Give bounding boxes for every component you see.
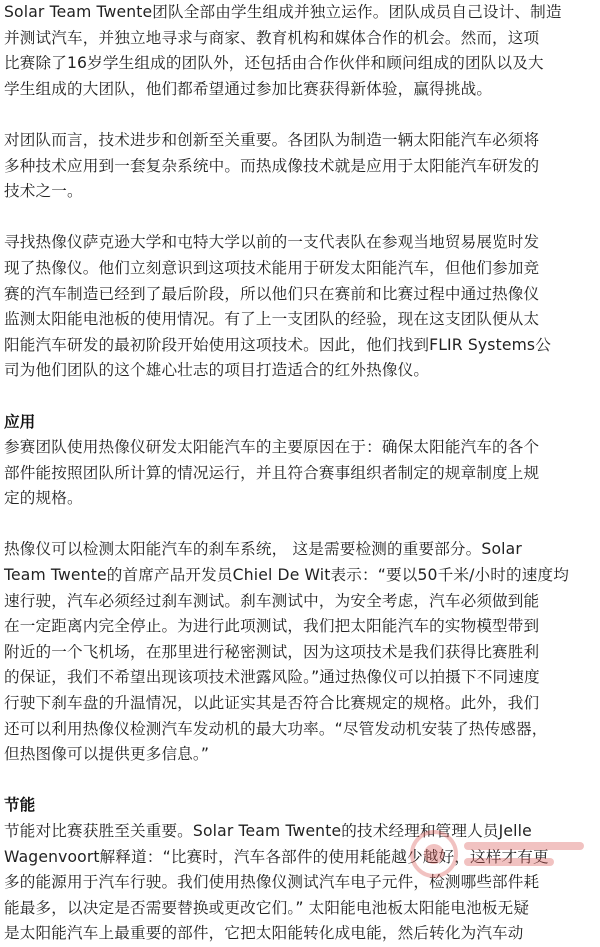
section-heading-application: 应用 [4,412,36,431]
application-paragraph-purpose: 参赛团队使用热像仪研发太阳能汽车的主要原因在于：确保太阳能汽车的各个 部件能按照团队所计算的情况运行，并且符合赛事组织者制定的规章制度上规 定的规格。 [4,438,540,508]
spacer [4,768,596,794]
spacer [4,512,596,538]
intro-paragraph-team: Solar Team Twente团队全部由学生组成并独立运作。团队成员自己设计、制造 并测试汽车，并独立地寻求与商家、教育机构和媒体合作的机会。然而，这项 比赛除了16岁学生组成的团队外，还包括由合作伙伴和顾问组成的团队以及大 学生组成的大团队，他们都希望通过参加比赛获得新体验，赢得挑战。 [4,3,562,98]
application-paragraph-brakes: 热像仪可以检测太阳能汽车的刹车系统， 这是需要检测的重要部分。Solar Team Twente的首席产品开发员Chiel De Wit表示：“要以50千米/小时的速度均 速行驶，汽车必须经过刹车测试。刹车测试中，为安全考虑，汽车必须做到能 在一定距离内完全停止。为进行此项测试，我们把太阳能汽车的实物模型带到 附近的一个飞机场，在那里进行秘密测试，因为这项技术是我们获得比赛胜利 的保证，我们不希望出现该项技术泄露风险。”通过热像仪可以拍摄下不同速度 行驶下刹车盘的升温情况，以此证实其是否符合比赛规定的规格。此外，我们 还可以利用热像仪检测汽车发动机的最大功率。“尽管发动机安装了热传感器， 但热图像可以提供更多信息。” [4,540,569,764]
spacer [4,384,596,410]
spacer [4,205,596,231]
intro-paragraph-discovery: 寻找热像仪萨克逊大学和屯特大学以前的一支代表队在参观当地贸易展览时发 现了热像仪。他们立刻意识到这项技术能用于研发太阳能汽车，但他们参加竞 赛的汽车制造已经到了最后阶段，所以他们只在赛前和比赛过程中通过热像仪 监测太阳能电池板的使用情况。有了上一支团队的经验，现在这支团队便从太 阳能汽车研发的最初阶段开始使用这项技术。因此，他们找到FLIR Systems公 司为他们团队的这个雄心壮志的项目打造适合的红外热像仪。 [4,233,551,380]
energy-paragraph: 节能对比赛获胜至关重要。Solar Team Twente的技术经理和管理人员Jelle Wagenvoort解释道：“比赛时，汽车各部件的使用耗能越少越好，这样才有更 多的能源用于汽车行驶。我们使用热像仪测试汽车电子元件，检测哪些部件耗 能最多，以决定是否需要替换或更改它们。” 太阳能电池板太阳能电池板无疑 是太阳能汽车上最重要的部件，它把太阳能转化成电能，然后转化为汽车动 [4,822,549,943]
spacer [4,102,596,128]
article [4,0,596,947]
intro-paragraph-technology: 对团队而言，技术进步和创新至关重要。各团队为制造一辆太阳能汽车必须将 多种技术应用到一套复杂系统中。而热成像技术就是应用于太阳能汽车研发的 技术之一。 [4,130,540,201]
section-heading-energy: 节能 [4,796,36,815]
